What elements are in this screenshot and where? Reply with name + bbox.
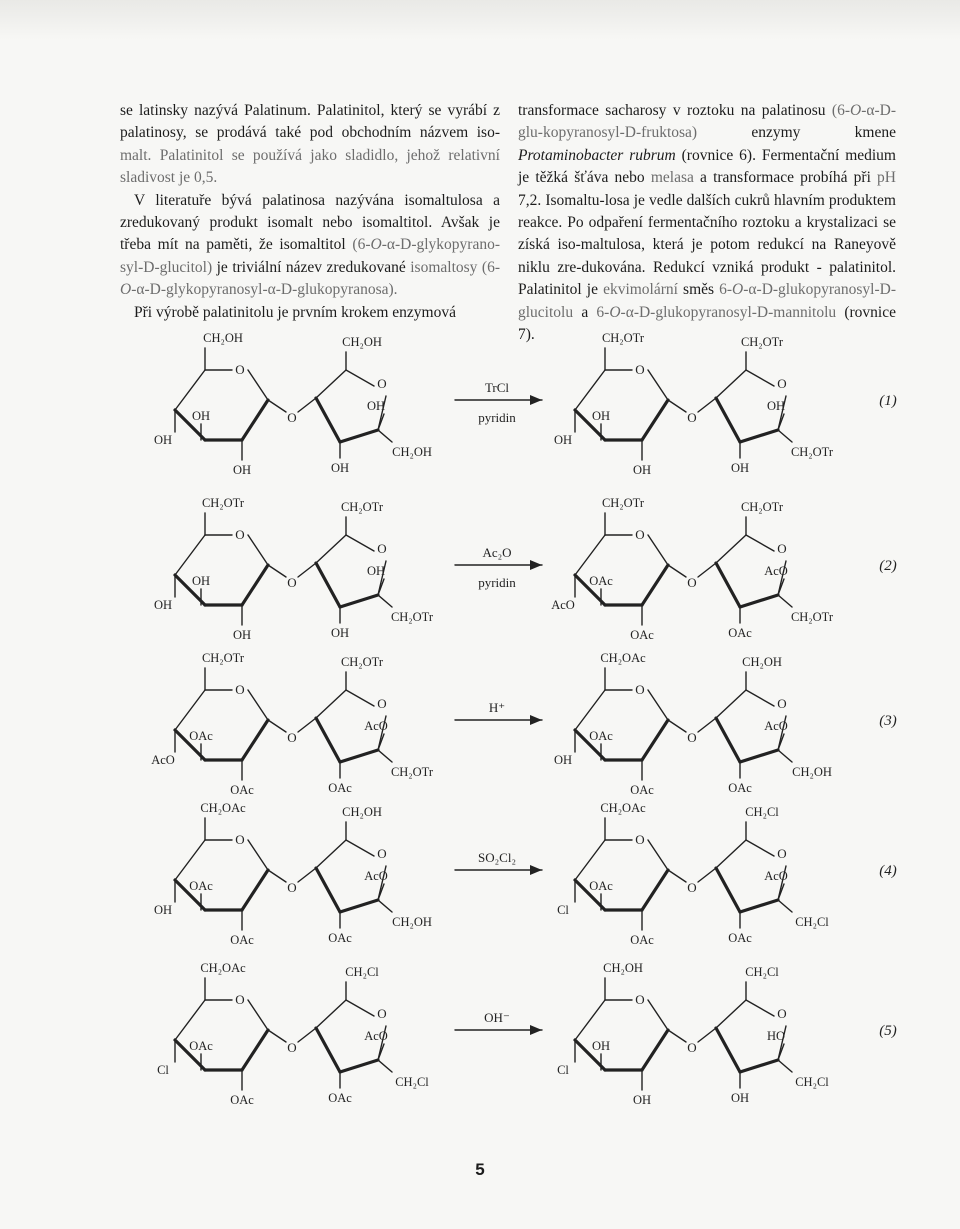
glycosidic-bond bbox=[698, 868, 716, 882]
glycosidic-bond bbox=[668, 400, 686, 412]
furanose-bond bbox=[716, 840, 746, 868]
furanose-bond-bold bbox=[740, 1060, 778, 1072]
furanose-bond bbox=[346, 840, 374, 856]
glycosidic-bond bbox=[698, 398, 716, 412]
glycosidic-bond bbox=[668, 565, 686, 577]
glycosidic-bond bbox=[698, 718, 716, 732]
ring-oxygen-label: O bbox=[777, 541, 787, 556]
furanose-bond bbox=[316, 690, 346, 718]
pyranose-bond-bold bbox=[242, 720, 268, 760]
ring-oxygen-label: O bbox=[377, 846, 387, 861]
reaction-scheme bbox=[150, 330, 910, 1125]
paragraph-2 bbox=[120, 190, 500, 302]
ring-oxygen-label: O bbox=[377, 376, 387, 391]
c6-fru-substituent-label: CH₂OTr bbox=[790, 445, 834, 459]
substituent-bond bbox=[778, 750, 792, 762]
c2-substituent-label: OH bbox=[632, 463, 652, 477]
text-span: enzymy kmene bbox=[697, 124, 896, 142]
arrow-head bbox=[530, 395, 542, 405]
pyranose-bond bbox=[648, 1000, 668, 1030]
reagent-label: OH⁻ bbox=[484, 1010, 510, 1025]
furanose-bond-bold bbox=[740, 595, 778, 607]
text-span: 7,2. Isomaltu-losa je vedle dalších cukrů hlavním produktem reakce. Po odpaření fermentačního roztoku a krystalizaci se získá iso-maltulosa, která je potom redukcí na Raneyově niklu zre-dukována. Redukcí vzniká produkt - palatinitol. Palatinitol je bbox=[518, 191, 896, 299]
reagent-label: TrCl bbox=[484, 380, 510, 395]
pyranose-bond bbox=[248, 690, 268, 720]
pyranose-bond bbox=[175, 1000, 205, 1040]
c1-fru-substituent-label: CH₂Cl bbox=[745, 805, 779, 819]
c4-fru-substituent-label: OAc bbox=[328, 931, 352, 945]
furanose-bond-bold bbox=[716, 868, 740, 912]
ring-oxygen-label: O bbox=[377, 1006, 387, 1021]
term-ekvimolarni: ekvimolární bbox=[603, 281, 678, 299]
pyranose-bond bbox=[248, 370, 268, 400]
c3-fru-substituent-label: HO bbox=[766, 1029, 786, 1043]
c4-substituent-label: AcO bbox=[551, 598, 575, 612]
furanose-bond bbox=[316, 535, 346, 563]
c6-substituent-label: CH₂OAc bbox=[600, 651, 646, 665]
furanose-bond-bold bbox=[316, 868, 340, 912]
c3-fru-substituent-label: OH bbox=[366, 564, 386, 578]
furanose-bond bbox=[316, 370, 346, 398]
pyranose-bond-bold bbox=[642, 400, 668, 440]
ring-oxygen-label: O bbox=[635, 527, 645, 542]
c6-fru-substituent-label: CH₂OH bbox=[392, 915, 432, 929]
c3-substituent-label: OAc bbox=[589, 574, 613, 588]
furanose-bond bbox=[716, 535, 746, 563]
c4-fru-substituent-label: OAc bbox=[728, 931, 752, 945]
arrow-head bbox=[530, 715, 542, 725]
c4-substituent-label: OH bbox=[153, 598, 173, 612]
text-span: se latinsky nazývá Palatinum. Palatinitol, který se vyrábí z palatinosy, se prodává také pod obchodním názvem iso- bbox=[120, 102, 500, 142]
c1-fru-substituent-label: CH₂OH bbox=[742, 655, 782, 669]
ring-oxygen-label: O bbox=[777, 1006, 787, 1021]
bridge-oxygen-label: O bbox=[687, 880, 697, 895]
paragraph-right bbox=[518, 100, 896, 346]
reagent-label: pyridin bbox=[478, 575, 516, 590]
ring-oxygen-label: O bbox=[235, 682, 245, 697]
furanose-bond-bold bbox=[316, 563, 340, 607]
ring-oxygen-label: O bbox=[377, 696, 387, 711]
c3-substituent-label: OAc bbox=[189, 1039, 213, 1053]
reagent-label: pyridin bbox=[478, 410, 516, 425]
glycosidic-bond bbox=[298, 563, 316, 577]
c4-fru-substituent-label: OAc bbox=[728, 781, 752, 795]
equation-number: (5) bbox=[879, 1023, 897, 1039]
paragraph-3: Při výrobě palatinitolu je prvním krokem enzymová bbox=[134, 303, 456, 321]
c4-fru-substituent-label: OH bbox=[730, 1091, 750, 1105]
term-melasa: melasa bbox=[650, 169, 694, 187]
text-span-gray: malt. Palatinitol se používá jako sladidlo, jehož relativní sladivost je 0,5. bbox=[120, 146, 500, 187]
equation-number: (1) bbox=[879, 393, 897, 409]
c6-substituent-label: CH₂OTr bbox=[201, 496, 245, 510]
c3-fru-substituent-label: AcO bbox=[364, 869, 388, 883]
arrow-head bbox=[530, 560, 542, 570]
equation-number: (4) bbox=[879, 863, 897, 879]
pyranose-bond-bold bbox=[242, 400, 268, 440]
c2-substituent-label: OH bbox=[632, 1093, 652, 1107]
pyranose-bond bbox=[175, 535, 205, 575]
pyranose-bond bbox=[648, 370, 668, 400]
glycosidic-bond bbox=[268, 565, 286, 577]
text-span: a transformace probíhá při bbox=[693, 169, 878, 187]
substituent-bond bbox=[378, 595, 392, 607]
c2-substituent-label: OAc bbox=[230, 783, 254, 797]
text-span: (rovnice 6). Fermentační medium je těžká šťáva nebo bbox=[518, 146, 896, 187]
bridge-oxygen-label: O bbox=[687, 730, 697, 745]
c3-substituent-label: OH bbox=[591, 1039, 611, 1053]
c2-substituent-label: OAc bbox=[230, 1093, 254, 1107]
glycosidic-bond bbox=[698, 1028, 716, 1042]
furanose-bond-bold bbox=[340, 595, 378, 607]
c3-substituent-label: OH bbox=[191, 574, 211, 588]
c3-substituent-label: OH bbox=[591, 409, 611, 423]
c6-substituent-label: CH₂OAc bbox=[200, 801, 246, 815]
ring-oxygen-label: O bbox=[635, 832, 645, 847]
c6-fru-substituent-label: CH₂Cl bbox=[795, 915, 829, 929]
text-column-left bbox=[120, 100, 500, 324]
substituent-bond bbox=[378, 750, 392, 762]
glycosidic-bond bbox=[298, 398, 316, 412]
text-span: směs bbox=[677, 281, 720, 299]
substituent-bond bbox=[778, 1060, 792, 1072]
pyranose-bond bbox=[175, 840, 205, 880]
c1-fru-substituent-label: CH₂OTr bbox=[740, 335, 784, 349]
c6-fru-substituent-label: CH₂Cl bbox=[795, 1075, 829, 1089]
c3-fru-substituent-label: OH bbox=[766, 399, 786, 413]
glycosidic-bond bbox=[298, 1028, 316, 1042]
c6-substituent-label: CH₂OTr bbox=[201, 651, 245, 665]
systematic-name-palatinose: (6-O-α-D-glu-kopyranosyl-D-fruktosa) bbox=[518, 102, 896, 142]
c4-substituent-label: OH bbox=[553, 433, 573, 447]
c4-fru-substituent-label: OH bbox=[330, 461, 350, 475]
c6-fru-substituent-label: CH₂OH bbox=[792, 765, 832, 779]
c2-substituent-label: OAc bbox=[630, 933, 654, 947]
ring-oxygen-label: O bbox=[377, 541, 387, 556]
furanose-bond-bold bbox=[716, 1028, 740, 1072]
c4-substituent-label: Cl bbox=[557, 1063, 569, 1077]
furanose-bond bbox=[716, 370, 746, 398]
c6-substituent-label: CH₂OH bbox=[203, 331, 243, 345]
furanose-bond-bold bbox=[340, 1060, 378, 1072]
c6-substituent-label: CH₂OH bbox=[603, 961, 643, 975]
c6-substituent-label: CH₂OTr bbox=[601, 496, 645, 510]
c3-fru-substituent-label: AcO bbox=[364, 719, 388, 733]
c4-substituent-label: OH bbox=[553, 753, 573, 767]
paragraph-1 bbox=[120, 100, 500, 190]
bridge-oxygen-label: O bbox=[287, 730, 297, 745]
ring-oxygen-label: O bbox=[235, 832, 245, 847]
pyranose-bond-bold bbox=[642, 870, 668, 910]
c1-fru-substituent-label: CH₂Cl bbox=[345, 965, 379, 979]
c6-fru-substituent-label: CH₂OTr bbox=[390, 610, 434, 624]
c6-fru-substituent-label: CH₂OH bbox=[392, 445, 432, 459]
furanose-bond bbox=[746, 535, 774, 551]
pyranose-bond bbox=[175, 690, 205, 730]
furanose-bond-bold bbox=[716, 718, 740, 762]
glycosidic-bond bbox=[668, 870, 686, 882]
systematic-name-glucitol: 6-O-α-D-glukopyranosyl-D-glucitolu bbox=[518, 281, 897, 321]
c3-substituent-label: OAc bbox=[589, 879, 613, 893]
c6-fru-substituent-label: CH₂Cl bbox=[395, 1075, 429, 1089]
glycosidic-bond bbox=[268, 400, 286, 412]
glycosidic-bond bbox=[268, 720, 286, 732]
c2-substituent-label: OAc bbox=[630, 628, 654, 642]
c4-fru-substituent-label: OAc bbox=[728, 626, 752, 640]
bridge-oxygen-label: O bbox=[687, 1040, 697, 1055]
pyranose-bond-bold bbox=[642, 565, 668, 605]
pyranose-bond-bold bbox=[242, 1030, 268, 1070]
text-span: a bbox=[573, 303, 597, 321]
furanose-bond bbox=[746, 370, 774, 386]
c6-substituent-label: CH₂OTr bbox=[601, 331, 645, 345]
arrow-head bbox=[530, 865, 542, 875]
ring-oxygen-label: O bbox=[777, 846, 787, 861]
substituent-bond bbox=[378, 1060, 392, 1072]
c6-substituent-label: CH₂OAc bbox=[200, 961, 246, 975]
c4-substituent-label: OH bbox=[153, 433, 173, 447]
page-number: 5 bbox=[475, 1160, 485, 1179]
c2-substituent-label: OAc bbox=[230, 933, 254, 947]
furanose-bond-bold bbox=[740, 900, 778, 912]
c4-fru-substituent-label: OAc bbox=[328, 1091, 352, 1105]
ring-oxygen-label: O bbox=[635, 992, 645, 1007]
pyranose-bond bbox=[648, 840, 668, 870]
c6-fru-substituent-label: CH₂OTr bbox=[790, 610, 834, 624]
c3-fru-substituent-label: AcO bbox=[764, 869, 788, 883]
pyranose-bond bbox=[575, 370, 605, 410]
pyranose-bond bbox=[648, 535, 668, 565]
c4-substituent-label: AcO bbox=[151, 753, 175, 767]
c1-fru-substituent-label: CH₂OTr bbox=[340, 655, 384, 669]
furanose-bond bbox=[346, 535, 374, 551]
reagent-label: H⁺ bbox=[488, 700, 506, 715]
systematic-name-isomaltitol: (6-O-α-D-glykopyrano-syl-D-glucitol) bbox=[120, 236, 500, 276]
c3-substituent-label: OAc bbox=[189, 879, 213, 893]
substituent-bond bbox=[778, 595, 792, 607]
pyranose-bond-bold bbox=[242, 565, 268, 605]
furanose-bond-bold bbox=[340, 750, 378, 762]
equation-number: (2) bbox=[879, 558, 897, 574]
furanose-bond-bold bbox=[316, 1028, 340, 1072]
furanose-bond bbox=[346, 370, 374, 386]
ring-oxygen-label: O bbox=[777, 696, 787, 711]
substituent-bond bbox=[778, 430, 792, 442]
c3-fru-substituent-label: AcO bbox=[764, 719, 788, 733]
c1-fru-substituent-label: CH₂OH bbox=[342, 335, 382, 349]
pyranose-bond bbox=[248, 840, 268, 870]
bridge-oxygen-label: O bbox=[687, 410, 697, 425]
c1-fru-substituent-label: CH₂Cl bbox=[745, 965, 779, 979]
ring-oxygen-label: O bbox=[235, 362, 245, 377]
c3-substituent-label: OAc bbox=[189, 729, 213, 743]
furanose-bond bbox=[746, 690, 774, 706]
pyranose-bond bbox=[575, 690, 605, 730]
c4-fru-substituent-label: OH bbox=[730, 461, 750, 475]
c4-fru-substituent-label: OAc bbox=[328, 781, 352, 795]
glycosidic-bond bbox=[268, 1030, 286, 1042]
equation-number: (3) bbox=[879, 713, 897, 729]
glycosidic-bond bbox=[298, 868, 316, 882]
furanose-bond bbox=[316, 840, 346, 868]
furanose-bond bbox=[716, 1000, 746, 1028]
glycosidic-bond bbox=[698, 563, 716, 577]
c3-fru-substituent-label: OH bbox=[366, 399, 386, 413]
c2-substituent-label: OAc bbox=[630, 783, 654, 797]
pyranose-bond bbox=[648, 690, 668, 720]
furanose-bond-bold bbox=[340, 430, 378, 442]
bridge-oxygen-label: O bbox=[287, 410, 297, 425]
furanose-bond bbox=[746, 1000, 774, 1016]
bridge-oxygen-label: O bbox=[287, 880, 297, 895]
c6-fru-substituent-label: CH₂OTr bbox=[390, 765, 434, 779]
pyranose-bond-bold bbox=[642, 720, 668, 760]
reagent-label: Ac₂O bbox=[482, 545, 512, 560]
c4-substituent-label: Cl bbox=[557, 903, 569, 917]
systematic-name-isomaltose: isomaltosy (6-O-α-D-glykopyranosyl-α-D-glukopyranosa). bbox=[120, 258, 500, 299]
bridge-oxygen-label: O bbox=[287, 1040, 297, 1055]
pyranose-bond bbox=[248, 535, 268, 565]
scan-shadow bbox=[0, 0, 960, 40]
c4-fru-substituent-label: OH bbox=[330, 626, 350, 640]
reaction-scheme-drawing bbox=[150, 330, 910, 1120]
c3-fru-substituent-label: AcO bbox=[364, 1029, 388, 1043]
substituent-bond bbox=[778, 900, 792, 912]
c1-fru-substituent-label: CH₂OTr bbox=[740, 500, 784, 514]
ring-oxygen-label: O bbox=[777, 376, 787, 391]
c3-substituent-label: OH bbox=[191, 409, 211, 423]
c1-fru-substituent-label: CH₂OTr bbox=[340, 500, 384, 514]
term-ph: pH bbox=[877, 169, 896, 187]
pyranose-bond bbox=[575, 535, 605, 575]
pyranose-bond-bold bbox=[642, 1030, 668, 1070]
c4-substituent-label: OH bbox=[153, 903, 173, 917]
systematic-name-mannitol: 6-O-α-D-glukopyranosyl-D-mannitolu bbox=[596, 303, 837, 321]
bridge-oxygen-label: O bbox=[287, 575, 297, 590]
glycosidic-bond bbox=[268, 870, 286, 882]
c3-fru-substituent-label: AcO bbox=[764, 564, 788, 578]
ring-oxygen-label: O bbox=[635, 362, 645, 377]
text-span: je triviální název zredukované bbox=[212, 258, 411, 276]
furanose-bond-bold bbox=[340, 900, 378, 912]
furanose-bond-bold bbox=[716, 563, 740, 607]
furanose-bond bbox=[346, 690, 374, 706]
organism-name: Protaminobacter rubrum bbox=[518, 146, 676, 164]
bridge-oxygen-label: O bbox=[687, 575, 697, 590]
furanose-bond bbox=[346, 1000, 374, 1016]
furanose-bond-bold bbox=[316, 398, 340, 442]
pyranose-bond bbox=[575, 840, 605, 880]
glycosidic-bond bbox=[668, 720, 686, 732]
furanose-bond bbox=[316, 1000, 346, 1028]
text-span: V literatuře bývá palatinosa nazývána isomaltulosa a zredukovaný produkt isomalt nebo isomaltitol. Avšak je třeba mít na paměti, že isomaltitol bbox=[120, 191, 500, 254]
ring-oxygen-label: O bbox=[235, 992, 245, 1007]
glycosidic-bond bbox=[668, 1030, 686, 1042]
arrow-head bbox=[530, 1025, 542, 1035]
c6-substituent-label: CH₂OAc bbox=[600, 801, 646, 815]
glycosidic-bond bbox=[298, 718, 316, 732]
c4-substituent-label: Cl bbox=[157, 1063, 169, 1077]
ring-oxygen-label: O bbox=[635, 682, 645, 697]
pyranose-bond bbox=[175, 370, 205, 410]
furanose-bond-bold bbox=[740, 750, 778, 762]
text-span: transformace sacharosy v roztoku na palatinosu bbox=[518, 102, 826, 119]
furanose-bond-bold bbox=[316, 718, 340, 762]
furanose-bond bbox=[746, 840, 774, 856]
ring-oxygen-label: O bbox=[235, 527, 245, 542]
text-span: (rovnice 7). bbox=[518, 303, 896, 344]
furanose-bond bbox=[716, 690, 746, 718]
pyranose-bond-bold bbox=[242, 870, 268, 910]
pyranose-bond bbox=[248, 1000, 268, 1030]
text-column-right bbox=[518, 100, 896, 346]
pyranose-bond bbox=[575, 1000, 605, 1040]
c2-substituent-label: OH bbox=[232, 628, 252, 642]
furanose-bond-bold bbox=[740, 430, 778, 442]
c2-substituent-label: OH bbox=[232, 463, 252, 477]
c3-substituent-label: OAc bbox=[589, 729, 613, 743]
substituent-bond bbox=[378, 430, 392, 442]
c1-fru-substituent-label: CH₂OH bbox=[342, 805, 382, 819]
reagent-label: SO₂Cl₂ bbox=[478, 850, 516, 865]
substituent-bond bbox=[378, 900, 392, 912]
furanose-bond-bold bbox=[716, 398, 740, 442]
